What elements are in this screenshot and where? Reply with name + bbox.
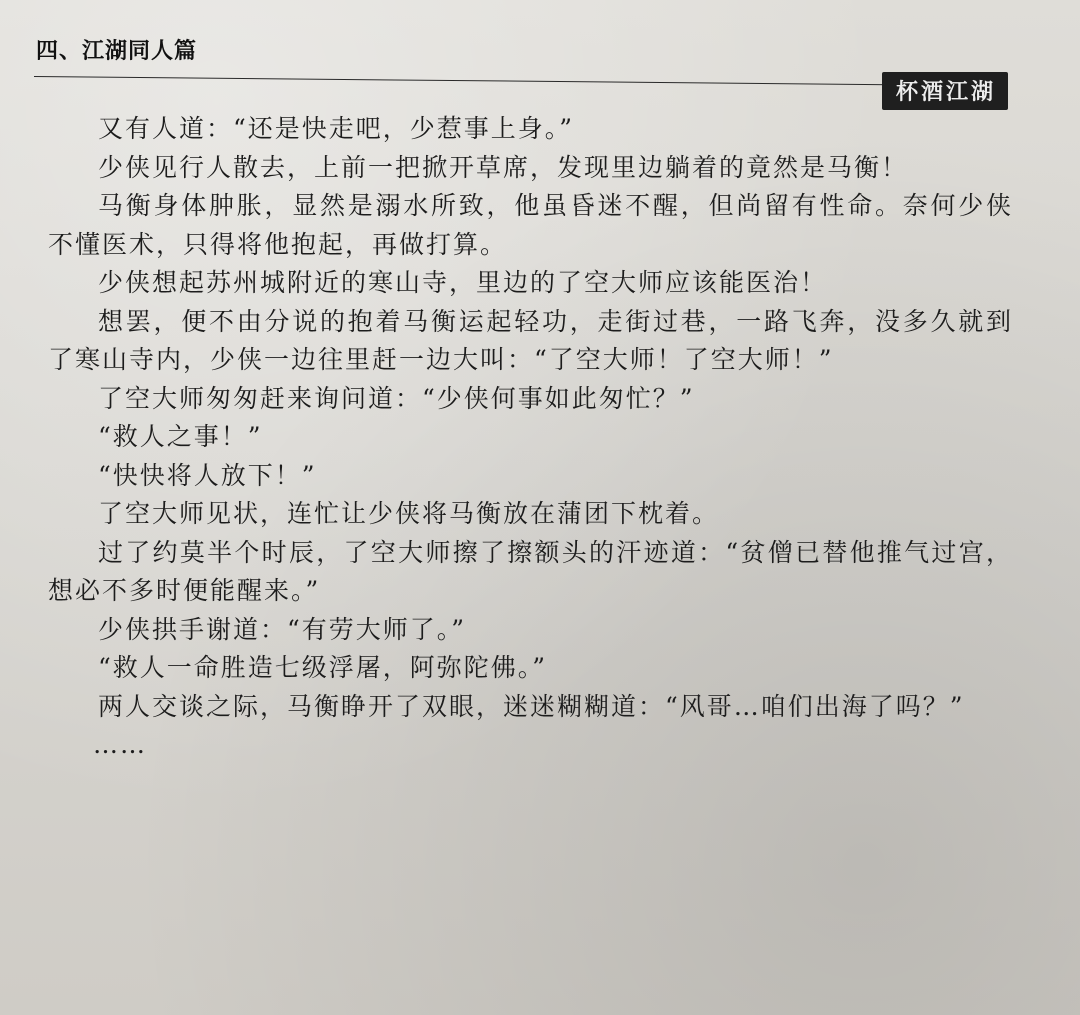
paragraph-10: 过了约莫半个时辰，了空大师擦了擦额头的汗迹道：“贫僧已替他推气过宫，想必不多时便能醒来。”	[48, 537, 1013, 605]
chapter-header: 四、江湖同人篇	[36, 38, 198, 64]
paragraph-13: 两人交谈之际，马衡睁开了双眼，迷迷糊糊道：“风哥…咱们出海了吗？”	[98, 691, 965, 721]
paragraph-1: 又有人道：“还是快走吧，少惹事上身。”	[98, 114, 575, 143]
body-text	[48, 110, 1013, 765]
paragraph-9: 了空大师见状，连忙让少侠将马衡放在蒲团下枕着。	[98, 499, 720, 528]
paragraph-4: 少侠想起苏州城附近的寒山寺，里边的了空大师应该能医治！	[98, 268, 828, 297]
paragraph-5: 想罢，便不由分说的抱着马衡运起轻功，走街过巷，一路飞奔，没多久就到了寒山寺内，少侠一边往里赶一边大叫：“了空大师！了空大师！”	[48, 306, 1013, 374]
paragraph-6: 了空大师匆匆赶来询问道：“少侠何事如此匆忙？”	[98, 383, 695, 413]
paragraph-7: “救人之事！”	[98, 422, 263, 451]
paragraph-12: “救人一命胜造七级浮屠，阿弥陀佛。”	[98, 653, 548, 682]
paragraph-8: “快快将人放下！”	[98, 460, 317, 490]
series-badge: 杯酒江湖	[882, 72, 1008, 110]
paragraph-3: 马衡身体肿胀，显然是溺水所致，他虽昏迷不醒，但尚留有性命。奈何少侠不懂医术，只得将他抱起，再做打算。	[48, 191, 1013, 259]
paragraph-2: 少侠见行人散去，上前一把掀开草席，发现里边躺着的竟然是马衡！	[98, 152, 909, 182]
paragraph-11: 少侠拱手谢道：“有劳大师了。”	[98, 614, 467, 644]
header-rule	[34, 76, 914, 85]
closing-ellipsis: ……	[93, 730, 147, 759]
